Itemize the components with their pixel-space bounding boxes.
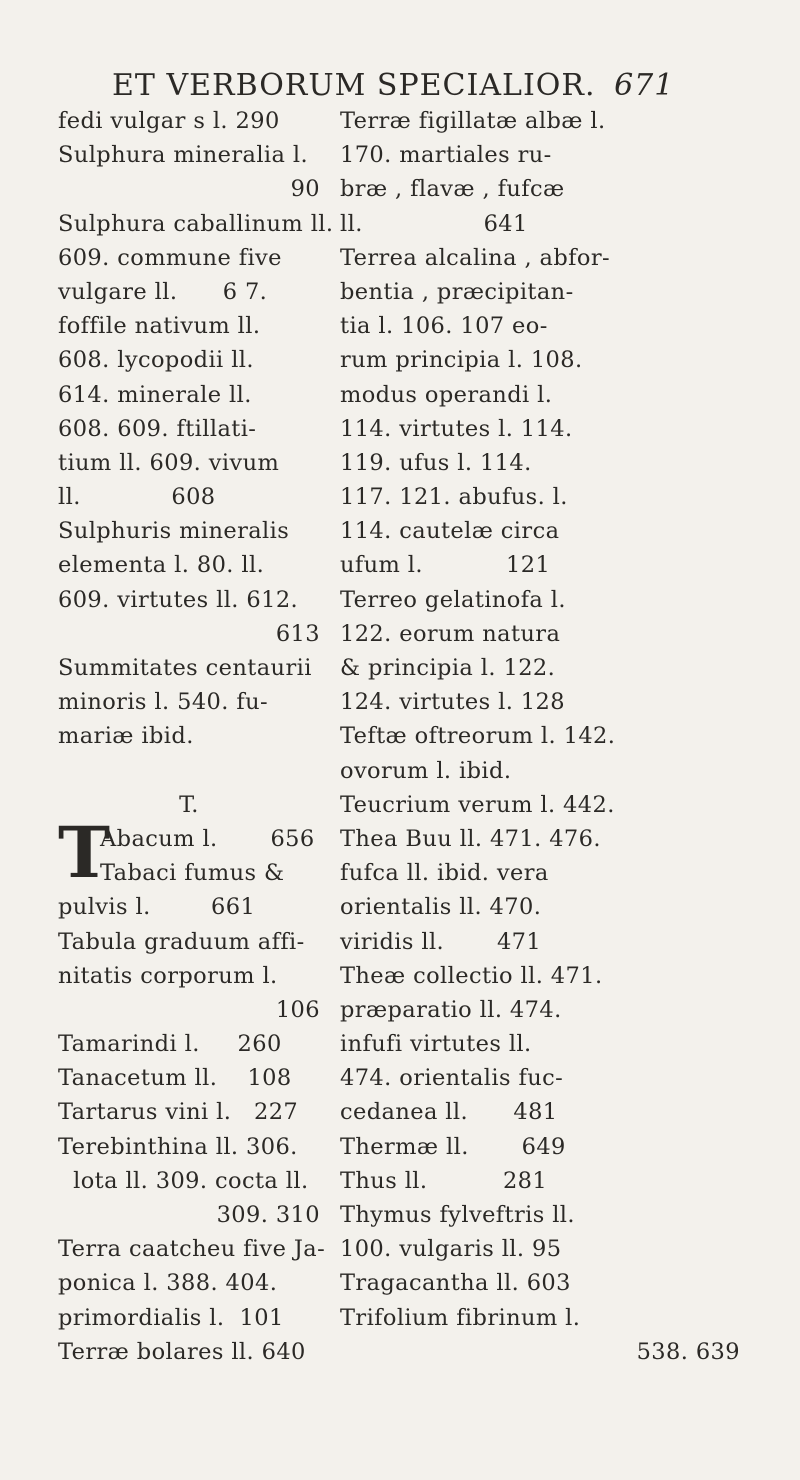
index-entry-text: pulvis l. 661 [58, 894, 256, 921]
right-index-line [340, 1164, 740, 1198]
index-entry-text: 608. 609. ftillati- [58, 415, 257, 442]
left-index-line [58, 1301, 320, 1335]
right-index-line [340, 480, 740, 514]
index-entry-text: bræ , flavæ , fufcæ [340, 176, 565, 203]
right-index-line [340, 1027, 740, 1061]
left-index-line [58, 1164, 320, 1198]
right-index-line [340, 1061, 740, 1095]
index-entry-text: 614. minerale ll. [58, 381, 252, 408]
right-index-line [340, 548, 740, 582]
index-entry-text: præparatio ll. 474. [340, 996, 562, 1023]
index-entry-text: 117. 121. abufus. l. [340, 484, 568, 511]
right-index-line [340, 104, 740, 138]
left-index-line [58, 583, 320, 617]
left-index-line [58, 514, 320, 548]
index-entry-text: lota ll. 309. cocta ll. [58, 1167, 309, 1194]
left-column [58, 104, 334, 1369]
left-index-line [58, 138, 320, 172]
index-entry-text: 609. virtutes ll. 612. [58, 586, 299, 613]
index-entry-text: fedi vulgar s l. 290 [58, 108, 280, 134]
index-entry-text: 170. martiales ru- [340, 142, 552, 169]
left-index-line [58, 1198, 320, 1232]
right-index-line [340, 309, 740, 343]
index-entry-text: Tamarindi l. 260 [58, 1031, 282, 1058]
right-index-line [340, 1198, 740, 1232]
index-entry-text: Thus ll. 281 [340, 1167, 548, 1194]
index-entry-text: modus operandi l. [340, 381, 553, 408]
left-index-line [58, 1266, 320, 1300]
left-index-line [58, 1335, 320, 1369]
left-index-line [58, 719, 320, 753]
index-entry-text: Thermæ ll. 649 [340, 1133, 566, 1160]
left-index-line [58, 1095, 320, 1129]
right-index-line [340, 514, 740, 548]
right-index-line [340, 959, 740, 993]
index-entry-text: cedanea ll. 481 [340, 1099, 558, 1126]
index-entry-text: 309. 310 [216, 1202, 320, 1228]
right-index-line [340, 890, 740, 924]
index-entry-text: Teucrium verum l. 442. [340, 791, 615, 818]
left-index-line [58, 378, 320, 412]
index-entry-text: & principia l. 122. [340, 655, 556, 681]
left-index-line [58, 1061, 320, 1095]
left-index-line [58, 856, 320, 890]
index-entry-text: 106 [275, 996, 320, 1023]
index-entry-text: 100. vulgaris ll. 95 [340, 1236, 562, 1263]
index-entry-text: 114. virtutes l. 114. [340, 415, 573, 442]
index-entry-text: Sulphura caballinum ll. [58, 210, 334, 237]
index-entry-text: tium ll. 609. vivum [58, 449, 280, 476]
index-entry-text: Thymus fylveftris ll. [340, 1202, 575, 1228]
left-index-line [58, 617, 320, 651]
right-index-line [340, 788, 740, 822]
index-entry-text: Sulphura mineralia l. [58, 142, 309, 169]
right-index-line [340, 172, 740, 206]
index-entry-text: rum principia l. 108. [340, 347, 583, 374]
index-entry-text: 122. eorum natura [340, 620, 561, 647]
left-index-line [58, 925, 320, 959]
left-index-line [58, 412, 320, 446]
index-entry-text: 119. ufus l. 114. [340, 449, 532, 476]
index-entry-text: Terræ figillatæ albæ l. [340, 108, 606, 134]
left-index-line [58, 993, 320, 1027]
index-entry-text: Tabula graduum affi- [58, 928, 305, 955]
index-entry-text: ll. 641 [340, 210, 528, 237]
left-index-line [58, 1130, 320, 1164]
index-entry-text: Terebinthina ll. 306. [58, 1133, 298, 1160]
drop-cap: T [58, 810, 111, 894]
left-index-line [58, 1027, 320, 1061]
index-entry-text: ll. 608 [58, 484, 216, 511]
index-entry-text: fufca ll. ibid. vera [340, 860, 549, 887]
right-index-line [340, 275, 740, 309]
index-entry-text: 474. orientalis fuc- [340, 1065, 564, 1092]
right-index-line [340, 1301, 740, 1335]
right-index-line [340, 856, 740, 890]
index-entry-text: Theæ collectio ll. 471. [340, 962, 603, 989]
index-entry-text: Tartarus vini l. 227 [58, 1099, 299, 1126]
right-index-line [340, 1335, 740, 1369]
index-entry-text: vulgare ll. 6 7. [58, 278, 268, 305]
right-index-line [340, 719, 740, 753]
index-entry-text: Teftæ oftreorum l. 142. [340, 723, 616, 750]
index-entry-text: elementa l. 80. ll. [58, 552, 265, 579]
right-index-line [340, 241, 740, 275]
index-entry-text: 124. virtutes l. 128 [340, 689, 565, 716]
index-entry-text: ovorum l. ibid. [340, 757, 512, 784]
index-entry-text: 613 [275, 620, 320, 647]
spacer [58, 754, 320, 788]
index-entry-text: Terra caatcheu five Ja- [58, 1236, 326, 1263]
right-index-line [340, 925, 740, 959]
index-entry-text: nitatis corporum l. [58, 962, 278, 989]
index-entry-text: Abacum l. 656 [100, 825, 315, 852]
index-entry-text: Summitates centaurii [58, 655, 312, 681]
index-entry-text: T. [179, 791, 199, 818]
index-entry-text: Terræ bolares ll. 640 [58, 1338, 306, 1365]
index-entry-text: mariæ ibid. [58, 723, 194, 750]
right-index-line [340, 993, 740, 1027]
index-entry-text: Terreo gelatinofa l. [340, 586, 566, 613]
index-entry-text: ponica l. 388. 404. [58, 1270, 278, 1297]
index-entry-text: 114. cautelæ circa [340, 518, 560, 545]
left-index-line [58, 207, 334, 241]
right-index-line [340, 822, 740, 856]
right-index-line [340, 1130, 740, 1164]
right-index-line [340, 207, 740, 241]
index-entry-text: Tabaci fumus & [100, 860, 285, 887]
right-index-line [340, 1095, 740, 1129]
left-index-line [58, 275, 320, 309]
right-column [340, 104, 740, 1369]
right-index-line [340, 412, 740, 446]
index-entry-text: bentia , præcipitan- [340, 278, 574, 305]
left-index-line [58, 890, 320, 924]
index-entry-text: Trifolium fibrinum l. [340, 1304, 581, 1331]
left-index-line [58, 480, 320, 514]
right-index-line [340, 617, 740, 651]
index-entry-text: foffile nativum ll. [58, 313, 261, 340]
left-index-line [58, 548, 320, 582]
index-entry-text: primordialis l. 101 [58, 1304, 284, 1331]
right-index-line [340, 446, 740, 480]
right-index-line [340, 685, 740, 719]
index-entry-text: Terrea alcalina , abfor- [340, 244, 610, 271]
page-number: 671 [614, 68, 675, 103]
index-entry-text: Thea Buu ll. 471. 476. [340, 825, 601, 852]
index-entry-text: infufi virtutes ll. [340, 1031, 532, 1058]
right-index-line [340, 138, 740, 172]
left-index-line [58, 172, 320, 206]
index-entry-text: Tragacantha ll. 603 [340, 1270, 571, 1297]
right-index-line [340, 754, 740, 788]
right-index-line [340, 1266, 740, 1300]
right-index-line [340, 378, 740, 412]
index-entry-text: viridis ll. 471 [340, 928, 542, 955]
index-entry-text: 90 [290, 176, 320, 203]
running-header [112, 68, 674, 103]
right-index-line [340, 583, 740, 617]
index-entry-text: 608. lycopodii ll. [58, 347, 254, 374]
left-index-line [58, 446, 320, 480]
index-entry-text: tia l. 106. 107 eo- [340, 313, 548, 340]
index-entry-text: 609. commune five [58, 244, 282, 271]
index-entry-text: Sulphuris mineralis [58, 518, 290, 545]
index-entry-text: orientalis ll. 470. [340, 894, 542, 921]
left-index-line [58, 1232, 326, 1266]
index-entry-text: 538. 639 [636, 1338, 740, 1365]
right-index-line [340, 651, 740, 685]
index-entry-text: Tanacetum ll. 108 [58, 1065, 292, 1092]
left-index-line [58, 651, 320, 685]
index-entry-text: ufum l. 121 [340, 552, 551, 579]
left-index-line [58, 343, 320, 377]
left-index-line [58, 104, 320, 138]
left-index-line [58, 685, 320, 719]
left-index-line [58, 959, 320, 993]
right-index-line [340, 1232, 740, 1266]
left-index-line [58, 241, 320, 275]
running-title: ET VERBORUM SPECIALIOR. [112, 68, 596, 103]
right-index-line [340, 343, 740, 377]
index-entry-text: minoris l. 540. fu- [58, 689, 268, 716]
left-index-line [58, 309, 320, 343]
